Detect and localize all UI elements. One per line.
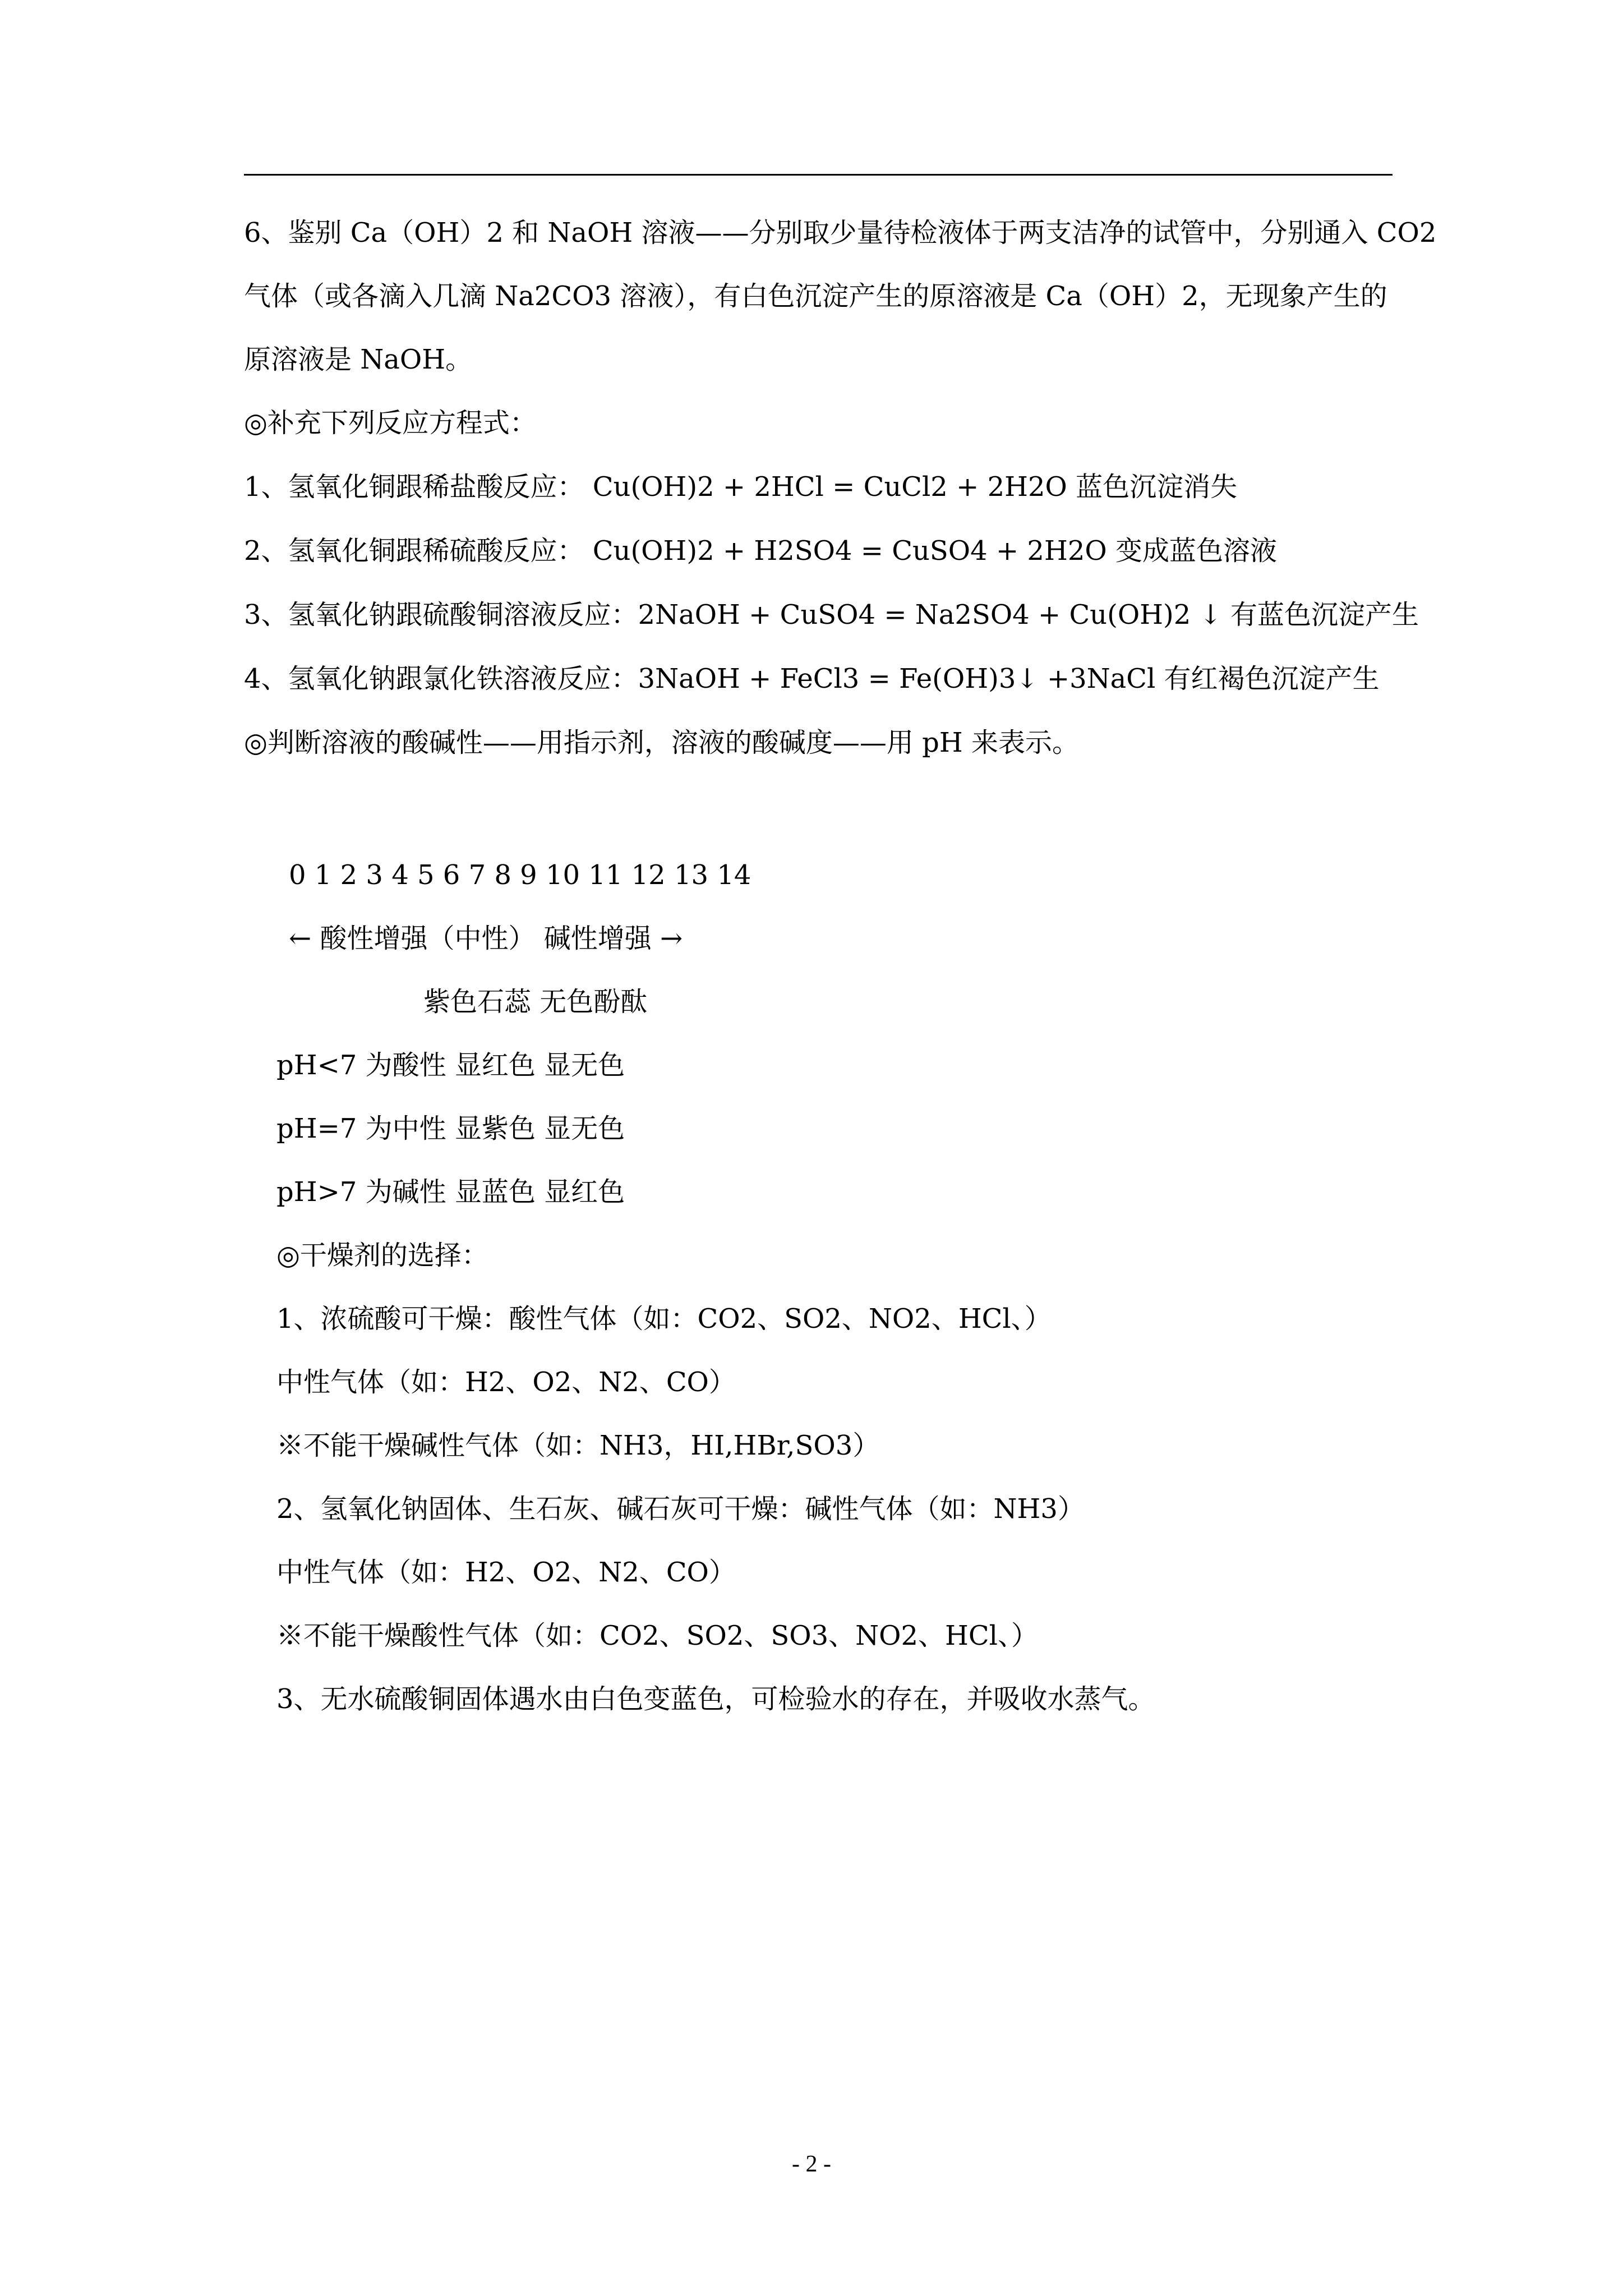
- ph-row-basic: pH>7 为碱性 显蓝色 显红色: [276, 1176, 625, 1208]
- section6-line-2: 气体（或各滴入几滴 Na2CO3 溶液），有白色沉淀产生的原溶液是 Ca（OH）2，无现象产生的: [244, 280, 1387, 312]
- equation-2: 2、氢氧化铜跟稀硫酸反应： Cu(OH)2 + H2SO4 = CuSO4 + 2H2O 变成蓝色溶液: [244, 535, 1277, 567]
- desiccant-item-2: 中性气体（如：H2、O2、N2、CO）: [276, 1366, 736, 1398]
- ph-row-neutral: pH=7 为中性 显紫色 显无色: [276, 1113, 625, 1144]
- desiccant-item-5: 中性气体（如：H2、O2、N2、CO）: [276, 1557, 736, 1588]
- equation-4: 4、氢氧化钠跟氯化铁溶液反应：3NaOH + FeCl3 = Fe(OH)3↓ +3NaCl 有红褐色沉淀产生: [244, 663, 1380, 694]
- header-rule: [244, 174, 1393, 176]
- ph-heading: ◎判断溶液的酸碱性——用指示剂，溶液的酸碱度——用 pH 来表示。: [244, 727, 1079, 758]
- ph-indicators: 紫色石蕊 无色酚酞: [423, 986, 648, 1018]
- desiccant-item-7: 3、无水硫酸铜固体遇水由白色变蓝色，可检验水的存在，并吸收水蒸气。: [276, 1683, 1155, 1715]
- equation-1: 1、氢氧化铜跟稀盐酸反应： Cu(OH)2 + 2HCl = CuCl2 + 2H2O 蓝色沉淀消失: [244, 471, 1238, 503]
- desiccant-item-1: 1、浓硫酸可干燥：酸性气体（如：CO2、SO2、NO2、HCl、）: [276, 1303, 1052, 1335]
- ph-row-acidic: pH<7 为酸性 显红色 显无色: [276, 1050, 625, 1081]
- desiccant-item-4: 2、氢氧化钠固体、生石灰、碱石灰可干燥：碱性气体（如：NH3）: [276, 1493, 1085, 1525]
- section6-line-1: 6、鉴别 Ca（OH）2 和 NaOH 溶液——分别取少量待检液体于两支洁净的试管中，分别通入 CO2: [244, 217, 1437, 249]
- page-number: - 2 -: [792, 2151, 831, 2177]
- ph-direction: ← 酸性增强（中性） 碱性增强 →: [289, 923, 683, 954]
- equation-3: 3、氢氧化钠跟硫酸铜溶液反应：2NaOH + CuSO4 = Na2SO4 + Cu(OH)2 ↓ 有蓝色沉淀产生: [244, 599, 1419, 631]
- equations-heading: ◎补充下列反应方程式：: [244, 407, 537, 439]
- desiccant-item-3: ※不能干燥碱性气体（如：NH3，HI,HBr,SO3）: [276, 1430, 880, 1461]
- desiccant-item-6: ※不能干燥酸性气体（如：CO2、SO2、SO3、NO2、HCl、）: [276, 1620, 1038, 1651]
- section6-line-3: 原溶液是 NaOH。: [244, 344, 473, 375]
- desiccants-heading: ◎干燥剂的选择：: [276, 1240, 488, 1271]
- ph-scale: 0 1 2 3 4 5 6 7 8 9 10 11 12 13 14: [289, 859, 751, 891]
